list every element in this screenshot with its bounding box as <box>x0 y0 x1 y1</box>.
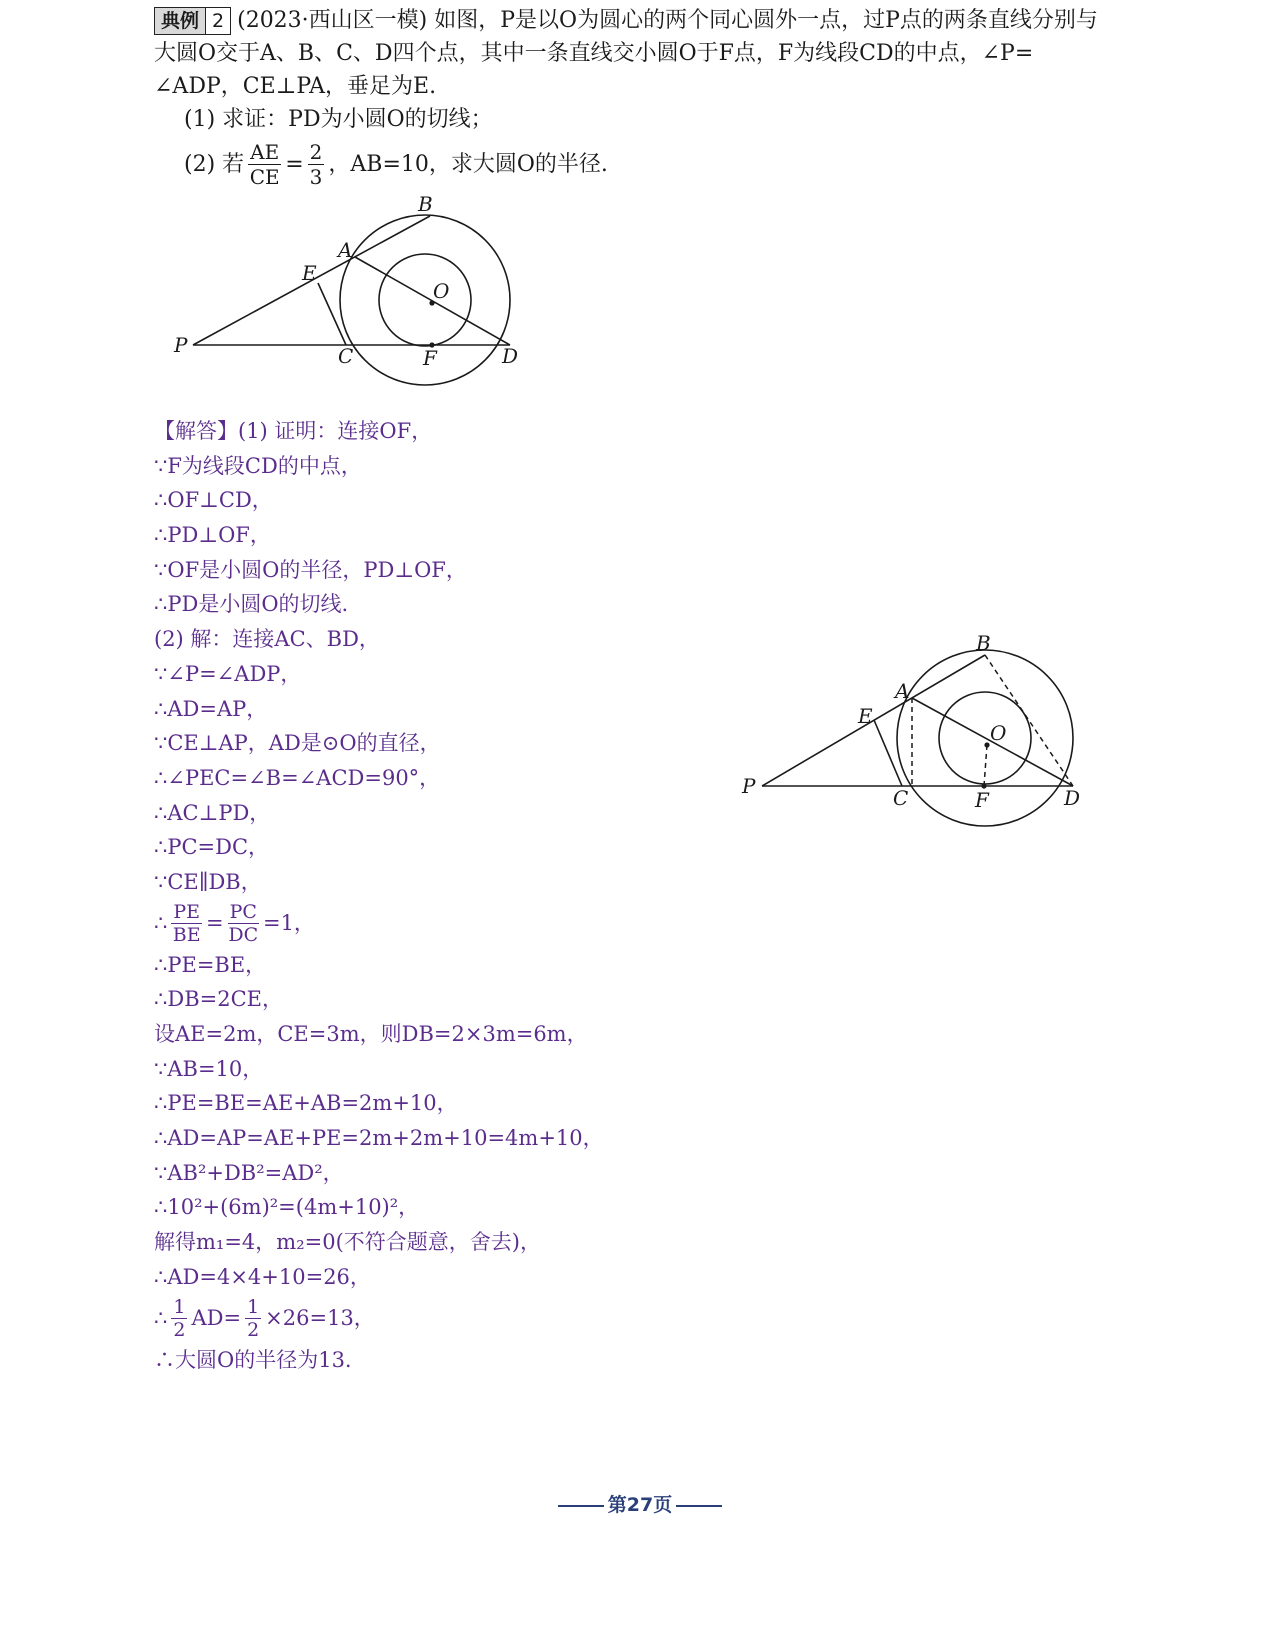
fraction-numerator: 1 <box>173 1296 186 1318</box>
label-o: O <box>433 279 450 303</box>
solution-line: 解得m₁=4，m₂=0(不符合题意，舍去)， <box>154 1230 541 1255</box>
label-e: E <box>302 261 317 285</box>
fraction-numerator: 1 <box>247 1296 260 1318</box>
label-o: O <box>990 721 1007 745</box>
solution <box>154 414 774 1377</box>
solution-line: ∵F为线段CD的中点， <box>154 453 362 478</box>
solution-line: ∴10²+(6m)²=(4m+10)²， <box>154 1195 420 1220</box>
solution-line: ∵AB=10， <box>154 1056 264 1081</box>
solution-line: ∵OF是小圆O的半径，PD⊥OF， <box>154 557 467 582</box>
problem-statement <box>154 4 1134 192</box>
question-1: (1) 求证：PD为小圆O的切线； <box>184 107 493 132</box>
fraction-line-suffix: =1， <box>262 911 315 936</box>
dashed-of <box>984 745 987 786</box>
label-e: E <box>858 704 873 728</box>
fraction-numerator: 2 <box>309 139 323 164</box>
solution-part-2 <box>154 948 774 1295</box>
label-d: D <box>1064 786 1081 810</box>
label-p: P <box>174 333 188 357</box>
solution-line: ∴PE=BE=AE+AB=2m+10， <box>154 1091 458 1116</box>
problem-text-2: 大圆O交于A、B、C、D四个点，其中一条直线交小圆O于F点，F为线段CD的中点，∠P= <box>154 41 1034 66</box>
label-f: F <box>975 788 989 812</box>
fraction-pe-be <box>171 901 202 946</box>
label-a: A <box>895 679 910 703</box>
q2-fraction-ae-ce <box>248 140 281 189</box>
question-2 <box>154 136 1134 192</box>
label-p: P <box>742 774 756 798</box>
label-f: F <box>423 346 437 370</box>
fraction-denominator: BE <box>172 924 201 947</box>
label-b: B <box>418 195 433 216</box>
fraction-one-half <box>245 1296 261 1341</box>
solution-half-line <box>154 1295 774 1343</box>
solution-line: ∴PC=DC， <box>154 835 270 860</box>
solution-line: ∴∠PEC=∠B=∠ACD=90°， <box>154 765 441 790</box>
q2-equals: = <box>285 151 304 177</box>
solution-line: ∵CE∥DB， <box>154 869 262 894</box>
solution-line: ∵∠P=∠ADP， <box>154 661 302 686</box>
fraction-numerator: PE <box>173 901 201 924</box>
solution-line: ∵AB²+DB²=AD²， <box>154 1160 344 1185</box>
footer-dash-right <box>676 1505 722 1507</box>
problem-text-1: (2023·西山区一模) 如图，P是以O为圆心的两个同心圆外一点，过P点的两条直线分别与 <box>237 8 1098 33</box>
solution-line: ∴AD=AP， <box>154 696 268 721</box>
q2-fraction-2-3 <box>308 140 325 189</box>
solution-line: ∴OF⊥CD， <box>154 488 273 513</box>
solution-line: ∴PE=BE， <box>154 952 267 977</box>
half-line-mid: AD= <box>191 1306 242 1331</box>
fraction-denominator: 2 <box>173 1319 186 1341</box>
fraction-pc-dc <box>228 901 259 946</box>
problem-line-1 <box>154 4 1134 37</box>
solution-line: ∴AD=AP=AE+PE=2m+2m+10=4m+10， <box>154 1126 604 1151</box>
label-b: B <box>976 631 991 655</box>
q2-prefix: (2) 若 <box>184 151 245 177</box>
label-c: C <box>893 786 909 810</box>
q2-suffix: ，AB=10，求大圆O的半径. <box>328 151 608 177</box>
solution-line: ∴PD是小圆O的切线. <box>154 592 349 617</box>
solution-line: ∴AD=4×4+10=26， <box>154 1264 371 1289</box>
solution-line: (2) 解：连接AC、BD， <box>154 627 380 652</box>
solution-line: ∴PD⊥OF， <box>154 523 271 548</box>
solution-fraction-line <box>154 900 774 948</box>
label-c: C <box>338 344 354 368</box>
fraction-numerator: PC <box>229 901 257 924</box>
geometry-figure-2 <box>740 630 1100 830</box>
label-d: D <box>502 344 519 368</box>
solution-line: 设AE=2m，CE=3m，则DB=2×3m=6m， <box>154 1022 588 1046</box>
fraction-denominator: 2 <box>247 1319 260 1341</box>
solution-part-1 <box>154 414 774 900</box>
fraction-one-half <box>171 1296 187 1341</box>
page-footer <box>0 1490 1280 1517</box>
example-tag <box>154 7 231 35</box>
fraction-denominator: CE <box>249 164 280 189</box>
therefore-symbol: ∴ <box>154 911 168 936</box>
fraction-denominator: DC <box>228 924 259 947</box>
point-o <box>984 742 989 747</box>
example-tag-number: 2 <box>206 7 231 35</box>
small-circle <box>379 254 471 346</box>
label-a: A <box>338 238 353 262</box>
solution-line: ∵CE⊥AP，AD是⊙O的直径， <box>154 731 441 756</box>
solution-line: ∴DB=2CE， <box>154 987 283 1012</box>
problem-text-3: ∠ADP，CE⊥PA，垂足为E. <box>154 74 437 99</box>
fraction-denominator: 3 <box>309 164 323 189</box>
solution-final-line: ∴大圆O的半径为13. <box>154 1347 352 1372</box>
solution-line: 【解答】(1) 证明：连接OF， <box>154 419 433 443</box>
half-line-suffix: ×26=13， <box>265 1306 375 1331</box>
geometry-figure-1 <box>170 195 540 415</box>
equals-sign: = <box>206 911 224 936</box>
fraction-numerator: AE <box>250 139 280 164</box>
example-tag-label: 典例 <box>154 7 206 35</box>
therefore-symbol: ∴ <box>154 1306 168 1331</box>
footer-dash-left <box>558 1505 604 1507</box>
page-number: 第27页 <box>607 1494 673 1516</box>
solution-line: ∴AC⊥PD， <box>154 800 271 825</box>
